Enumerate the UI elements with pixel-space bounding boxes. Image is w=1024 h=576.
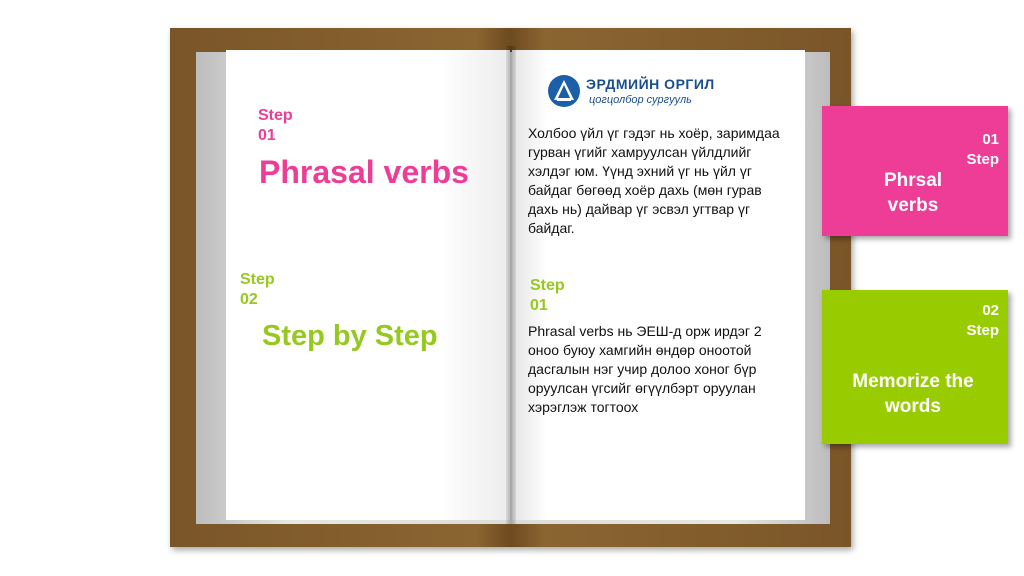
left-step1-title: Phrasal verbs	[259, 154, 469, 190]
left-step2-title: Step by Step	[262, 320, 438, 352]
tab-phrasal-verbs[interactable]	[822, 106, 1008, 236]
logo-subtitle: цогцолбор сургууль	[589, 94, 692, 106]
step-word: Step	[258, 107, 293, 124]
tab-memorize-words[interactable]	[822, 290, 1008, 444]
tab-step-word: Step	[966, 151, 999, 168]
step-word: Step	[530, 277, 565, 294]
left-step2-label	[240, 270, 275, 310]
intro-paragraph: Холбоо үйл үг гэдэг нь хоёр, заримдаа гурван үгийг хамруулсан үйлдлийг хэлдэг юм. Үүнд эхний үг нь үйл үг байдаг бөгөөд хоёр дахь (мөн гурав дахь нь) дайвар үг эсвэл угтвар үг байдаг.	[528, 125, 780, 236]
tab-step-number: 01	[982, 131, 999, 148]
school-logo	[547, 74, 737, 108]
tab-title-line1: Phrsal	[883, 170, 943, 191]
mountain-logo-icon	[547, 74, 581, 108]
book-spine	[506, 46, 516, 524]
step-number: 02	[240, 291, 258, 308]
tab-step-label	[966, 301, 999, 341]
step-number: 01	[530, 297, 548, 314]
tab-title-line2: verbs	[887, 195, 939, 216]
step-paragraph: Phrasal verbs нь ЭЕШ-д орж ирдэг 2 оноо буюу хамгийн өндөр оноотой дасгалын нэг учир долоо хоног бүр оруулсан үгсийг өгүүлбэрт оруулан хэрэглэж тогтоох	[528, 323, 762, 415]
tab-title	[834, 369, 992, 419]
tab-step-word: Step	[966, 322, 999, 339]
step-word: Step	[240, 271, 275, 288]
right-step-label	[530, 276, 565, 316]
tab-step-label	[966, 130, 999, 170]
tab-title-line1: Memorize the	[852, 371, 974, 392]
tab-title	[850, 168, 976, 218]
step-number: 01	[258, 127, 276, 144]
logo-name: ЭРДМИЙН ОРГИЛ	[586, 76, 715, 92]
tab-title-line2: words	[885, 396, 941, 417]
left-step1-label	[258, 106, 293, 146]
tab-step-number: 02	[982, 302, 999, 319]
